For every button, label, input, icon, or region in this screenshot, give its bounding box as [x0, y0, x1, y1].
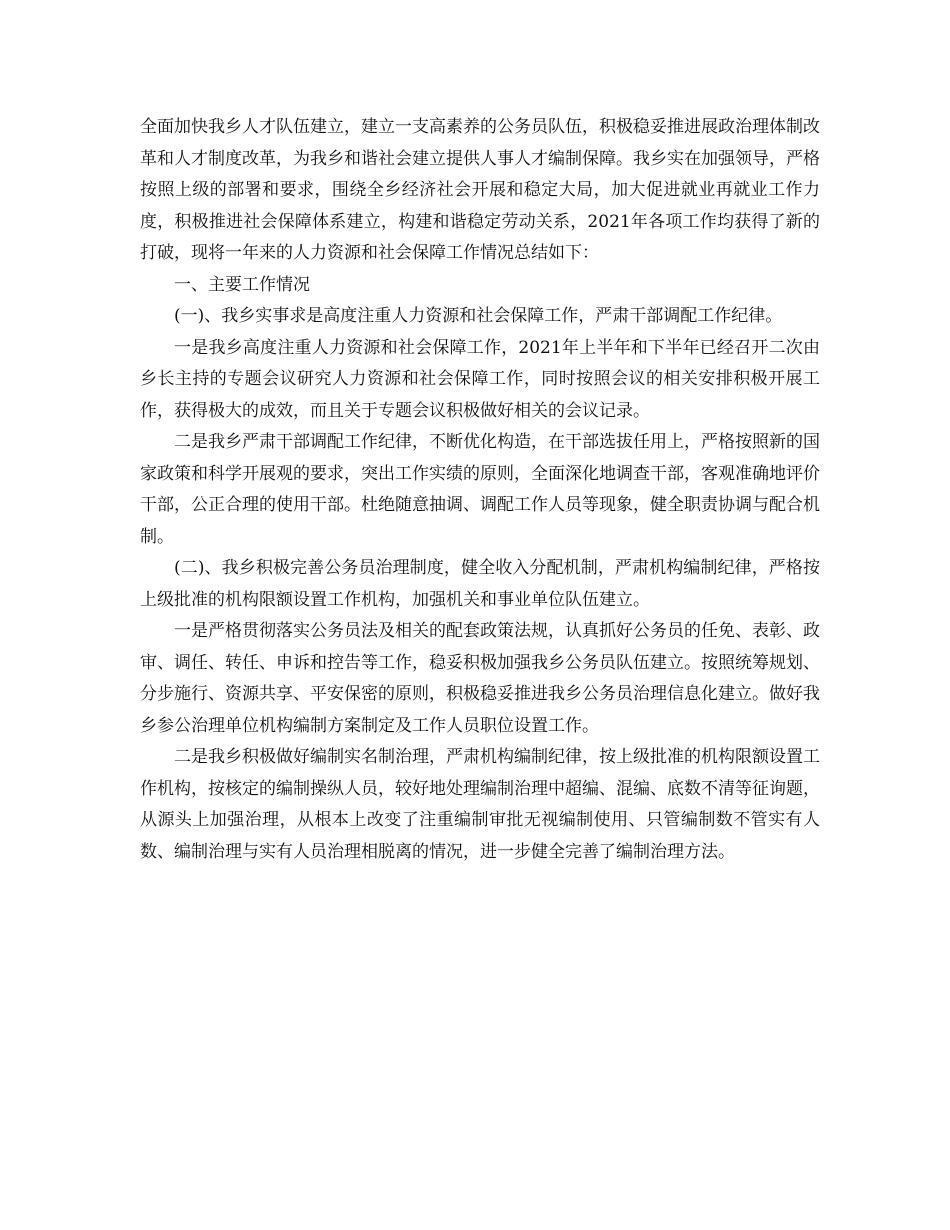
- subsection-heading-1: (一)、我乡实事求是高度注重人力资源和社会保障工作，严肃干部调配工作纪律。: [174, 306, 783, 326]
- paragraph-1-1: 一是我乡高度注重人力资源和社会保障工作，2021年上半年和下半年已经召开二次由乡长主持的专题会议研究人力资源和社会保障工作，同时按照会议的相关安排积极开展工作，获得极大的成效，而且关于专题会议积极做好相关的会议记录。: [140, 337, 820, 421]
- paragraph-1-2: 二是我乡严肃干部调配工作纪律，不断优化构造，在干部选拔任用上，严格按照新的国家政策和科学开展观的要求，突出工作实绩的原则，全面深化地调查干部，客观准确地评价干部，公正合理的使用干部。杜绝随意抽调、调配工作人员等现象，健全职责协调与配合机制。: [140, 432, 820, 547]
- section-heading-main-work: 一、主要工作情况: [174, 274, 310, 295]
- document-body: [140, 112, 820, 868]
- paragraph-2-1: 一是严格贯彻落实公务员法及相关的配套政策法规，认真抓好公务员的任免、表彰、政审、调任、转任、申诉和控告等工作，稳妥积极加强我乡公务员队伍建立。按照统筹规划、分步施行、资源共享、平安保密的原则，积极稳妥推进我乡公务员治理信息化建立。做好我乡参公治理单位机构编制方案制定及工作人员职位设置工作。: [140, 621, 820, 736]
- paragraph-intro: 全面加快我乡人才队伍建立，建立一支高素养的公务员队伍，积极稳妥推进展政治理体制改革和人才制度改革，为我乡和谐社会建立提供人事人才编制保障。我乡实在加强领导，严格按照上级的部署和要求，围绕全乡经济社会开展和稳定大局，加大促进就业再就业工作力度，积极推进社会保障体系建立，构建和谐稳定劳动关系，2021年各项工作均获得了新的打破，现将一年来的人力资源和社会保障工作情况总结如下：: [140, 117, 820, 263]
- paragraph-2-2: 二是我乡积极做好编制实名制治理，严肃机构编制纪律，按上级批准的机构限额设置工作机构，按核定的编制操纵人员，较好地处理编制治理中超编、混编、底数不清等征询题，从源头上加强治理，从根本上改变了注重编制审批无视编制使用、只管编制数不管实有人数、编制治理与实有人员治理相脱离的情况，进一步健全完善了编制治理方法。: [140, 747, 820, 862]
- subsection-heading-2: (二)、我乡积极完善公务员治理制度，健全收入分配机制，严肃机构编制纪律，严格按上级批准的机构限额设置工作机构，加强机关和事业单位队伍建立。: [140, 558, 820, 610]
